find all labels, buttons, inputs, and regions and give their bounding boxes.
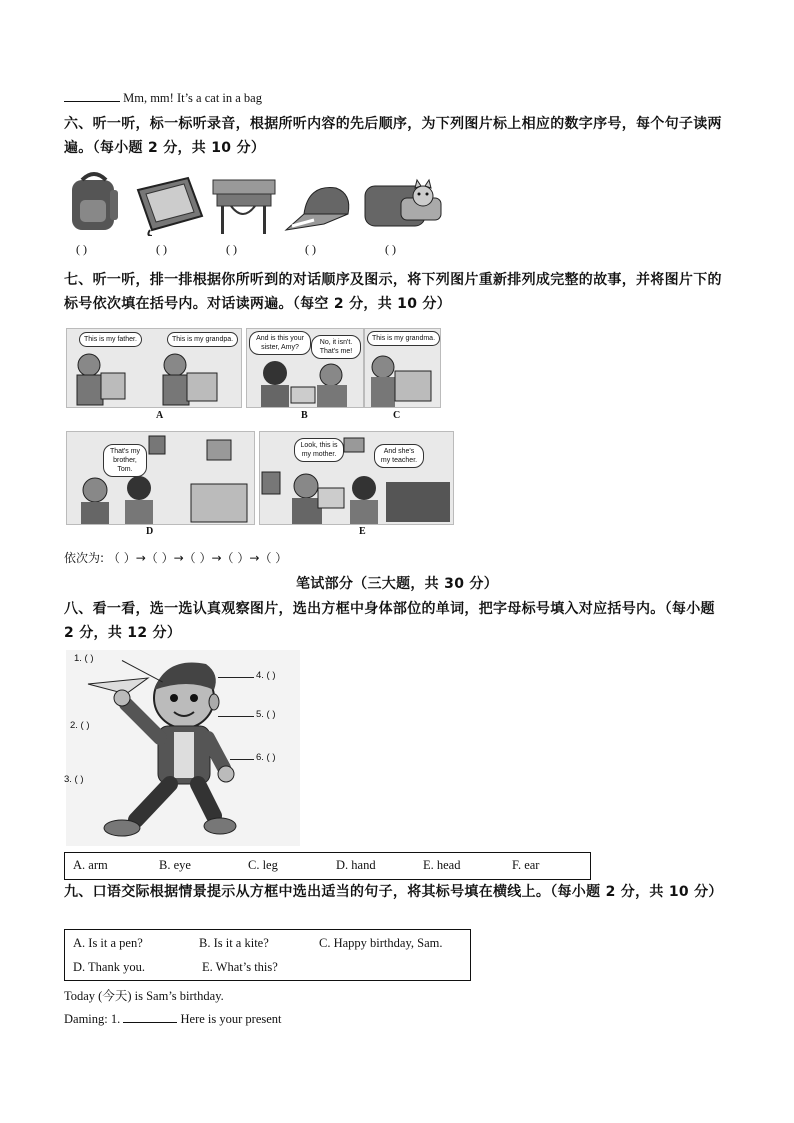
pointer-line (218, 677, 254, 678)
sentence-option-b: B. Is it a kite? (199, 936, 269, 950)
callout-3[interactable]: 3. ( ) (64, 774, 84, 785)
arrow-icon: → (211, 551, 222, 565)
panel-c-picture (364, 328, 441, 408)
panel-b-bubble-1: And is this your sister, Amy? (249, 331, 311, 355)
mother-teacher-illustration (260, 432, 453, 524)
written-section-title: 笔试部分（三大题，共 30 分） (295, 576, 499, 592)
arrow-icon: → (249, 551, 260, 565)
panel-e-label: E (359, 526, 366, 537)
previous-question-text: Mm, mm! It’s a cat in a bag (123, 91, 262, 105)
dialog-text: Here is your present (180, 1012, 282, 1026)
panel-a-bubble-2: This is my grandpa. (167, 332, 238, 347)
pointer-line (230, 759, 254, 760)
previous-question-line (64, 91, 262, 106)
panel-d-bubble-1: That's my brother, Tom. (103, 444, 147, 477)
section7-heading: 七、听一听，排一排根据你所听到的对话顺序及图示，将下列图片重新排列成完整的故事，并将图片下的标号依次填在括号内。对话读两遍。（每空 2 分，共 10 分） (64, 272, 722, 312)
backpack-picture (66, 170, 122, 232)
sentence-option-e: E. What’s this? (202, 960, 278, 974)
callout-2[interactable]: 2. ( ) (70, 720, 90, 731)
situation-context: Today (今天) is Sam’s birthday. (64, 989, 224, 1003)
panel-d-label: D (146, 526, 154, 537)
section9-heading: 九、口语交际根据情景提示从方框中选出适当的句子，将其标号填在横线上。（每小题 2 分，共 10 分） (64, 884, 723, 900)
bracket-5[interactable]: ( ) (385, 242, 396, 256)
panel-e-picture (259, 431, 454, 525)
panel-a-label: A (156, 410, 164, 421)
bracket-2[interactable]: ( ) (156, 242, 167, 256)
notebook-picture (128, 176, 206, 236)
bracket-1[interactable]: ( ) (76, 242, 87, 256)
callout-1[interactable]: 1. ( ) (74, 653, 94, 664)
panel-b-bubble-2: No, it isn't. That's me! (311, 335, 361, 359)
desk-picture (211, 176, 277, 236)
panel-e-bubble-1: Look, this is my mother. (294, 438, 344, 462)
arrow-icon: → (135, 551, 146, 565)
arrow-icon: → (173, 551, 184, 565)
panel-a-picture (66, 328, 242, 408)
order-slot-4[interactable]: （ ） (221, 551, 250, 565)
option-a: A. arm (73, 858, 108, 872)
option-d: D. hand (336, 858, 376, 872)
dialog-answer-blank[interactable] (123, 1022, 177, 1023)
panel-e-bubble-2: And she's my teacher. (374, 444, 424, 468)
family-photo-illustration (67, 432, 254, 524)
order-slot-2[interactable]: （ ） (145, 551, 174, 565)
pointer-line (218, 716, 254, 717)
bracket-3[interactable]: ( ) (226, 242, 237, 256)
order-slot-5[interactable]: （ ） (259, 551, 288, 565)
option-e: E. head (423, 858, 461, 872)
option-f: F. ear (512, 858, 540, 872)
panel-a-bubble-1: This is my father. (79, 332, 142, 347)
boy-body-parts-figure (66, 650, 300, 846)
cap-picture (284, 180, 354, 236)
boy-with-photo-illustration (365, 349, 440, 407)
bracket-4[interactable]: ( ) (305, 242, 316, 256)
panel-b-label: B (301, 410, 308, 421)
section8-heading: 八、看一看，选一选认真观察图片，选出方框中身体部位的单词，把字母标号填入对应括号内。（每小题 2 分，共 12 分） (64, 601, 715, 641)
cat-in-bag-picture (361, 174, 447, 234)
sentence-option-d: D. Thank you. (73, 960, 145, 974)
panel-c-bubble-1: This is my grandma. (367, 331, 440, 346)
answer-blank[interactable] (64, 101, 120, 102)
order-answer-line (64, 549, 287, 566)
section6-heading: 六、听一听，标一标听录音，根据所听内容的先后顺序，为下列图片标上相应的数字序号，每个句子读两遍。（每小题 2 分，共 10 分） (64, 116, 722, 156)
sentence-option-a: A. Is it a pen? (73, 936, 143, 950)
callout-6[interactable]: 6. ( ) (256, 752, 276, 763)
panel-c-label: C (393, 410, 401, 421)
body-parts-option-box (64, 852, 591, 880)
order-prefix: 依次为: (64, 551, 105, 565)
dialog-speaker: Daming: 1. (64, 1012, 121, 1026)
dialog-line-1 (64, 1012, 282, 1027)
panel-d-picture (66, 431, 255, 525)
boy-with-album-illustration (67, 347, 241, 407)
order-slot-3[interactable]: （ ） (183, 551, 212, 565)
option-c: C. leg (248, 858, 278, 872)
callout-4[interactable]: 4. ( ) (256, 670, 276, 681)
panel-b-picture (246, 328, 364, 408)
sentence-option-box (64, 929, 471, 981)
order-slot-1[interactable]: （ ） (107, 551, 136, 565)
sentence-option-c: C. Happy birthday, Sam. (319, 936, 443, 950)
option-b: B. eye (159, 858, 191, 872)
girl-and-boy-illustration (247, 359, 363, 407)
callout-5[interactable]: 5. ( ) (256, 709, 276, 720)
